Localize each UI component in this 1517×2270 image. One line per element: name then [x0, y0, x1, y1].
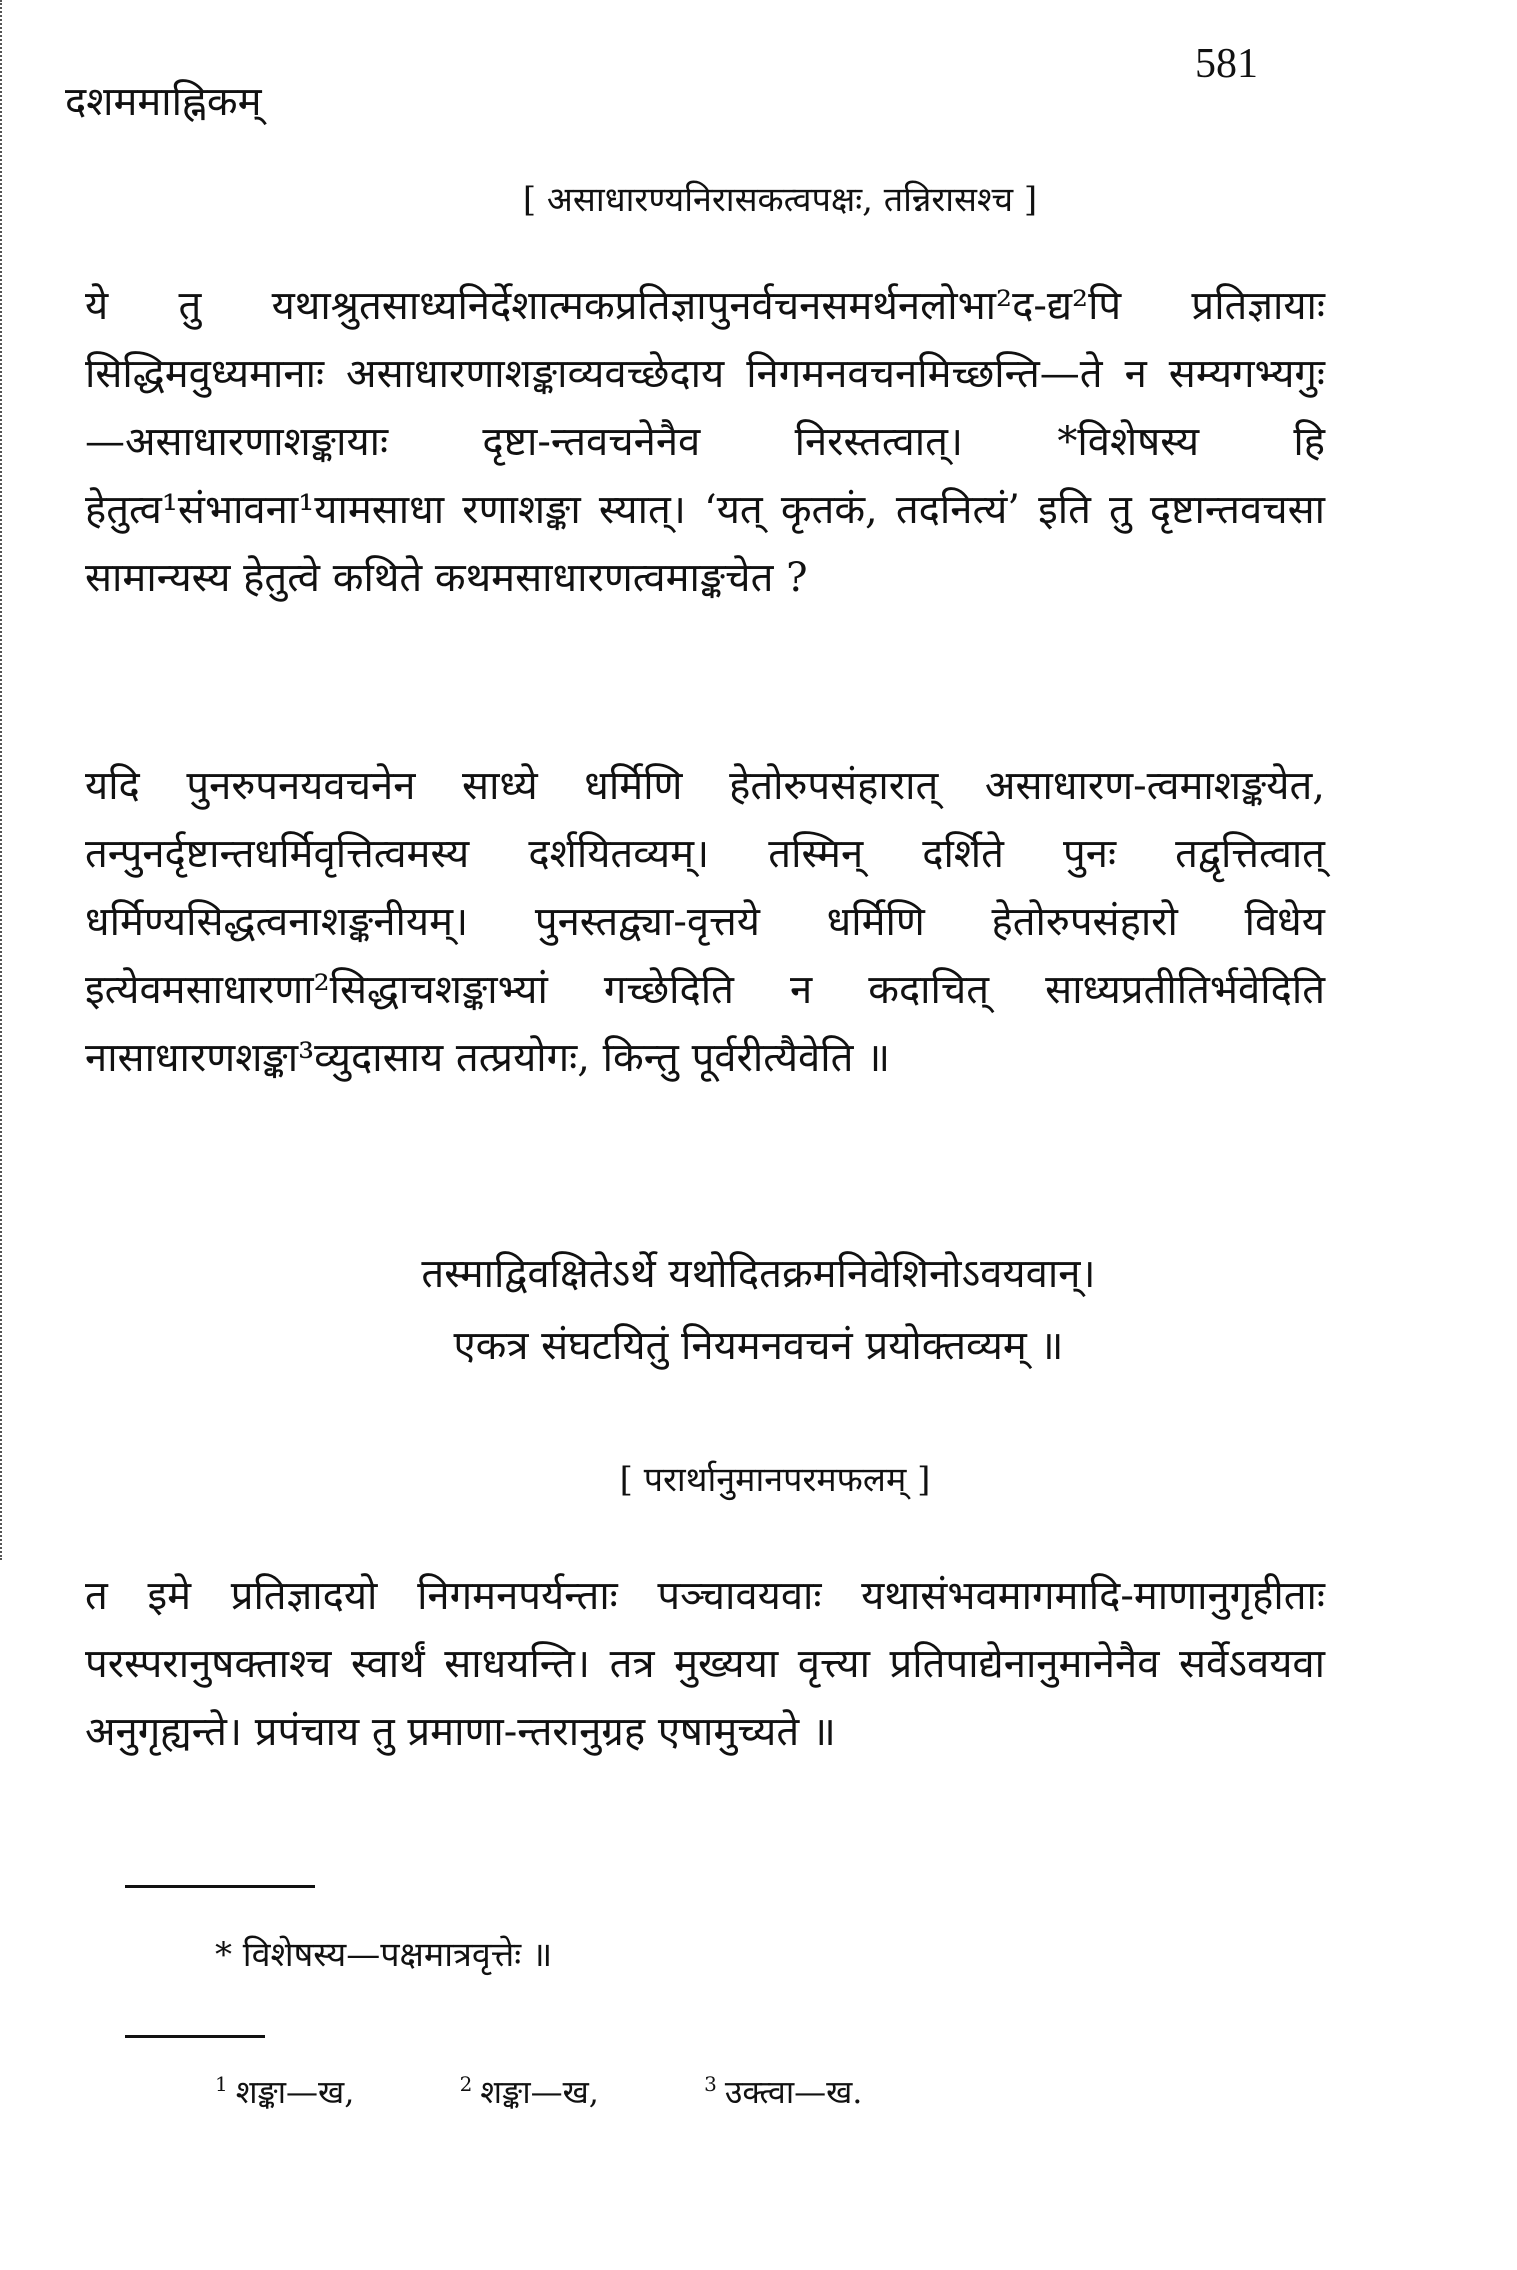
variant-readings — [215, 2070, 957, 2113]
variant-3-text: उक्त्वा—ख. — [724, 2073, 863, 2111]
verse-line-2: एकत्र संघटयितुं नियमनवचनं प्रयोक्तव्यम् ॥ — [453, 1323, 1064, 1369]
paragraph-2 — [85, 752, 1325, 1092]
running-head: दशममाह्निकम् — [65, 79, 262, 125]
variant-1-text: शङ्का—ख, — [235, 2073, 355, 2111]
paragraph-1 — [85, 272, 1325, 612]
variant-3-num: 3 — [704, 2072, 717, 2097]
verse — [0, 1238, 1517, 1382]
paragraph-3-text: त इमे प्रतिज्ञादयो निगमनपर्यन्ताः पञ्चावयवाः यथासंभवमागमादि-माणानुगृहीताः परस्परानुषक्ताश्च स्वार्थं साधयन्ति। तत्र मुख्यया वृत्त्या प्रतिपाद्येनानुमानेनैव सर्वेऽवयवा अनुगृह्यन्ते। प्रपंचाय तु प्रमाणा-न्तरानुग्रह एषामुच्यते ॥ — [85, 1573, 1325, 1755]
page-number: 581 — [1195, 41, 1258, 87]
footnote-star: * विशेषस्य—पक्षमात्रवृत्तेः ॥ — [215, 1935, 553, 1975]
variant-2-text: शङ्का—ख, — [480, 2073, 599, 2111]
variant-1-num: 1 — [215, 2072, 228, 2097]
section-title-1: [ असाधारण्यनिरासकत्वपक्षः, तन्निरासश्च ] — [522, 180, 1038, 220]
variant-2 — [460, 2073, 599, 2111]
variant-1 — [215, 2073, 354, 2111]
paragraph-1-text: ये तु यथाश्रुतसाध्यनिर्देशात्मकप्रतिज्ञापुनर्वचनसमर्थनलोभा²द-द्य²पि प्रतिज्ञायाः सिद्धिमवुध्यमानाः असाधारणाशङ्काव्यवच्छेदाय निगमनवचनमिच्छन्ति—ते न सम्यगभ्यगुः—असाधारणाशङ्कायाः दृष्टा-न्तवचनेनैव निरस्तत्वात्। *विशेषस्य हि हेतुत्व¹संभावना¹यामसाधा रणाशङ्का स्यात्। ‘यत् कृतकं, तदनित्यं’ इति तु दृष्टान्तवचसा सामान्यस्य हेतुत्वे कथिते कथमसाधारणत्वमाङ्कचेत ? — [85, 283, 1325, 601]
section-title-2: [ परार्थानुमानपरमफलम् ] — [619, 1460, 931, 1500]
variants-rule — [125, 2035, 265, 2038]
paragraph-3 — [85, 1562, 1325, 1766]
footnote-rule — [125, 1885, 315, 1888]
variant-3 — [704, 2073, 862, 2111]
variant-2-num: 2 — [459, 2072, 473, 2097]
verse-line-1: तस्माद्विवक्षितेऽर्थे यथोदितक्रमनिवेशिनोऽवयवान्। — [421, 1251, 1096, 1297]
paragraph-2-text: यदि पुनरुपनयवचनेन साध्ये धर्मिणि हेतोरुपसंहारात् असाधारण-त्वमाशङ्कयेत, तन्पुनर्दृष्टान्तधर्मिवृत्तित्वमस्य दर्शयितव्यम्। तस्मिन् दर्शिते पुनः तद्वृत्तित्वात् धर्मिण्यसिद्धत्वनाशङ्कनीयम्। पुनस्तद्व्या-वृत्तये धर्मिणि हेतोरुपसंहारो विधेय इत्येवमसाधारणा²सिद्धाचशङ्काभ्यां गच्छेदिति न कदाचित् साध्यप्रतीतिर्भवेदिति नासाधारणशङ्का³व्युदासाय तत्प्रयोगः, किन्तु पूर्वरीत्यैवेति ॥ — [85, 763, 1325, 1081]
